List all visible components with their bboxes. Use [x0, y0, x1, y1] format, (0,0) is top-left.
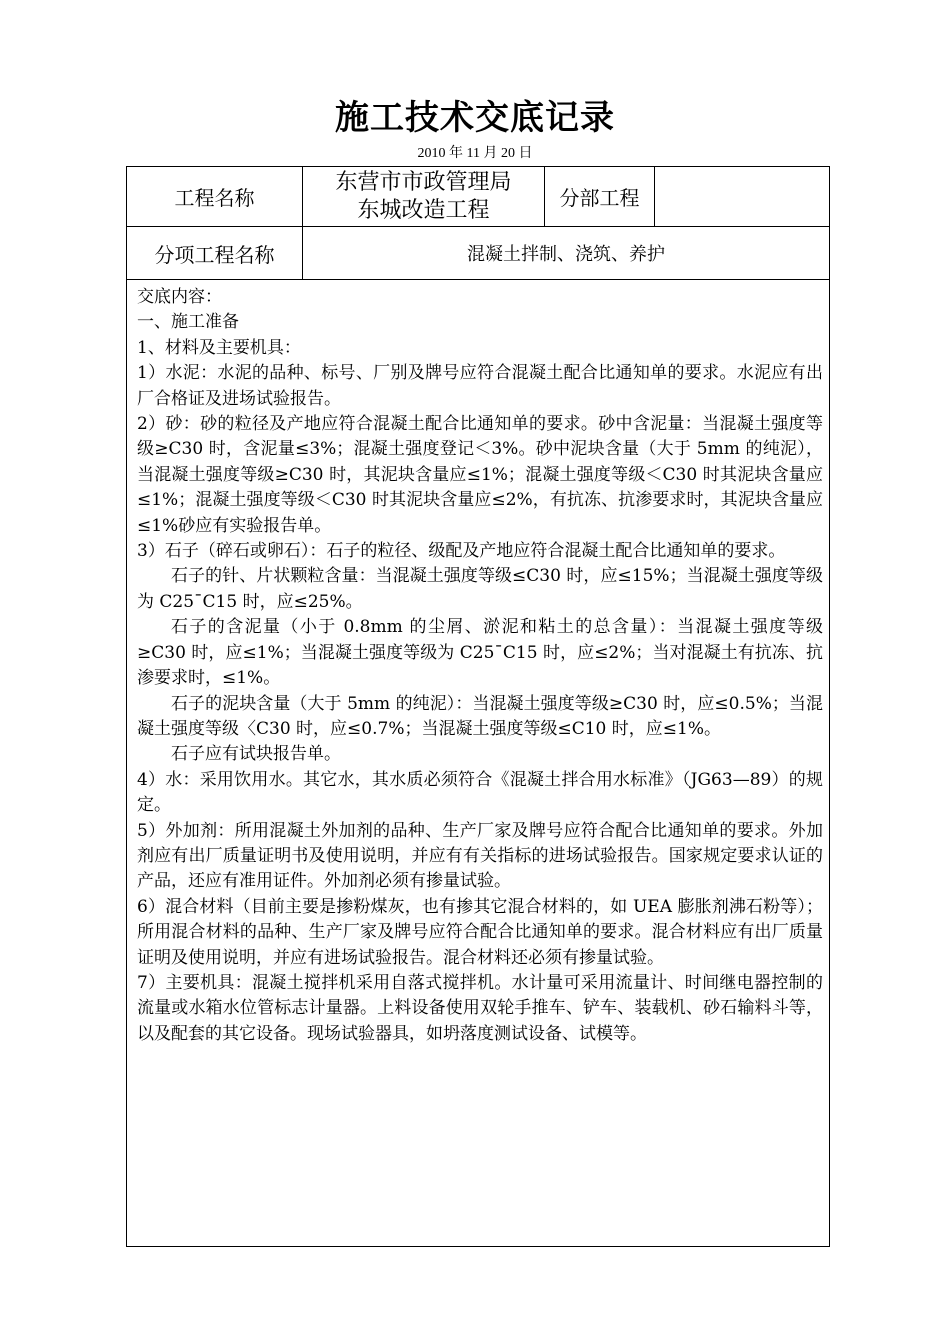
content-paragraph: 石子的泥块含量（大于 5mm 的纯泥）：当混凝土强度等级≥C30 时，应≤0.5%；当混凝土强度等级〈C30 时，应≤0.7%；当混凝土强度等级≤C10 时，应≤1%。	[137, 693, 823, 739]
division-value	[655, 167, 829, 226]
subitem-value: 混凝土拌制、浇筑、养护	[467, 244, 665, 265]
section-heading: 一、施工准备	[137, 312, 239, 333]
project-name-line2: 东城改造工程	[357, 197, 490, 223]
content-paragraph: 7）主要机具：混凝土搅拌机采用自落式搅拌机。水计量可采用流量计、时间继电器控制的流量或水箱水位管标志计量器。上料设备使用双轮手推车、铲车、装载机、砂石输料斗等，以及配套的其它设备。现场试验器具，如坍落度测试设备、试模等。	[137, 972, 823, 1044]
subitem-label: 分项工程名称	[154, 242, 275, 267]
disclosure-content	[137, 285, 823, 1047]
content-paragraph: 1、材料及主要机具：	[137, 337, 301, 358]
content-paragraph: 石子应有试块报告单。	[171, 744, 341, 765]
content-paragraph: 5）外加剂：所用混凝土外加剂的品种、生产厂家及牌号应符合配合比通知单的要求。外加剂应有出厂质量证明书及使用说明，并应有有关指标的进场试验报告。国家规定要求认证的产品，还应有准用证件。外加剂必须有掺量试验。	[137, 820, 823, 892]
content-paragraph: 1）水泥：水泥的品种、标号、厂别及牌号应符合混凝土配合比通知单的要求。水泥应有出厂合格证及进场试验报告。	[137, 363, 823, 409]
division-label: 分部工程	[559, 186, 640, 210]
content-paragraph: 石子的含泥量（小于 0.8mm 的尘屑、淤泥和粘土的总含量）：当混凝土强度等级≥C30 时，应≤1%；当混凝土强度等级为 C25¯C15 时，应≤2%；当对混凝土有抗冻、抗渗要求时，≤1%。	[137, 617, 823, 689]
project-name-label: 工程名称	[174, 186, 255, 210]
row-divider	[127, 279, 829, 280]
document-date: 2010 年 11 月 20 日	[417, 146, 533, 161]
content-paragraph: 6）混合材料（目前主要是掺粉煤灰，也有掺其它混合材料的，如 UEA 膨胀剂沸石粉等）；所用混合材料的品种、生产厂家及牌号应符合配合比通知单的要求。混合材料应有出厂质量证明及使用说明，并应有进场试验报告。混合材料还必须有掺量试验。	[137, 896, 823, 968]
content-paragraph: 2）砂：砂的粒径及产地应符合混凝土配合比通知单的要求。砂中含泥量：当混凝土强度等级≥C30 时，含泥量≤3%；混凝土强度登记＜3%。砂中泥块含量（大于 5mm 的纯泥），当混凝土强度等级≥C30 时，其泥块含量应≤1%；混凝土强度等级＜C30 时其泥块含量应≤1%；混凝土强度等级＜C30 时其泥块含量应≤2%，有抗冻、抗渗要求时，其泥块含量应≤1%砂应有实验报告单。	[137, 414, 823, 536]
document-title: 施工技术交底记录	[335, 98, 615, 138]
record-table	[126, 166, 830, 1247]
content-paragraph: 石子的针、片状颗粒含量：当混凝土强度等级≤C30 时，应≤15%；当混凝土强度等级为 C25¯C15 时，应≤25%。	[137, 566, 823, 612]
content-heading: 交底内容：	[137, 287, 222, 307]
project-name-line1: 东营市市政管理局	[335, 169, 512, 195]
content-paragraph: 3）石子（碎石或卵石）：石子的粒径、级配及产地应符合混凝土配合比通知单的要求。	[137, 541, 786, 562]
content-paragraph: 4）水：采用饮用水。其它水，其水质必须符合《混凝土拌合用水标准》（JG63—89）的规定。	[137, 769, 823, 816]
project-name-value	[303, 167, 544, 226]
